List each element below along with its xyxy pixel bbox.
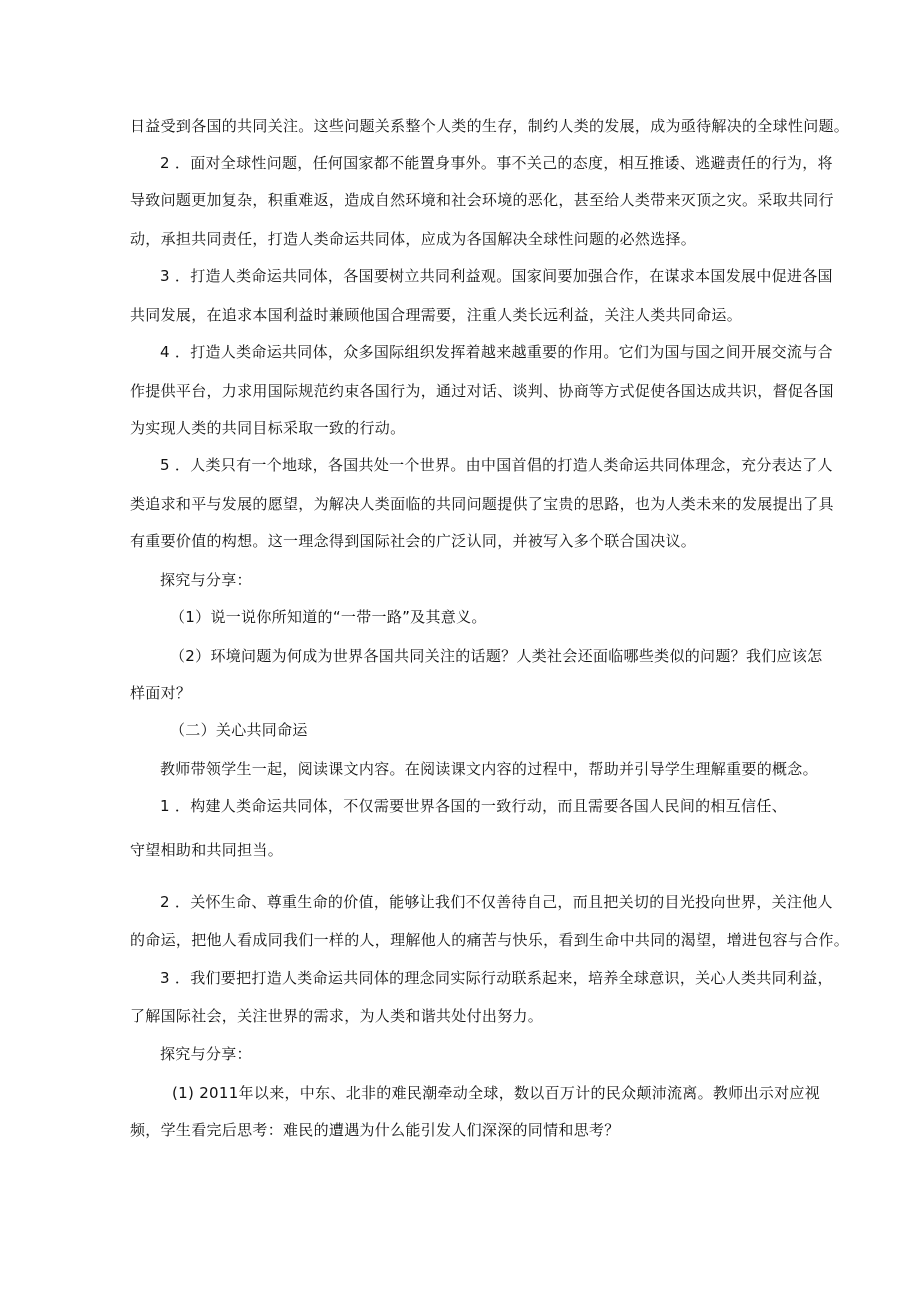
text-line: 为实现人类的共同目标采取一致的行动。 xyxy=(130,419,406,437)
text-line: 频，学生看完后思考：难民的遭遇为什么能引发人们深深的同情和思考？ xyxy=(130,1121,620,1139)
text-line: 1 ．构建人类命运共同体，不仅需要世界各国的一致行动，而且需要各国人民间的相互信任、 xyxy=(160,797,787,815)
question-item: （2）环境问题为何成为世界各国共同关注的话题？人类社会还面临哪些类似的问题？我们应该怎 xyxy=(170,647,823,665)
text-line: 的命运，把他人看成同我们一样的人，理解他人的痛苦与快乐，看到生命中共同的渴望，增进包容与合作。 xyxy=(130,931,850,949)
text-line: 作提供平台，力求用国际规范约束各国行为，通过对话、谈判、协商等方式促使各国达成共识，督促各国 xyxy=(130,382,834,400)
text-line: 守望相助和共同担当。 xyxy=(130,841,284,859)
text-line: 3 ．打造人类命运共同体，各国要树立共同利益观。国家间要加强合作，在谋求本国发展中促进各国 xyxy=(160,267,833,285)
text-line: 教师带领学生一起，阅读课文内容。在阅读课文内容的过程中，帮助并引导学生理解重要的概念。 xyxy=(160,760,818,778)
text-line: 2 ．关怀生命、尊重生命的价值，能够让我们不仅善待自己，而且把关切的目光投向世界，关注他人 xyxy=(160,893,833,911)
text-line: 3 ．我们要把打造人类命运共同体的理念同实际行动联系起来，培养全球意识，关心人类共同利益， xyxy=(160,969,833,987)
section-label: 探究与分享： xyxy=(160,1045,252,1063)
text-line: 有重要价值的构想。这一理念得到国际社会的广泛认同，并被写入多个联合国决议。 xyxy=(130,532,697,550)
text-line: 共同发展，在追求本国利益时兼顾他国合理需要，注重人类长远利益，关注人类共同命运。 xyxy=(130,306,743,324)
text-line: 样面对？ xyxy=(130,684,192,702)
text-line: 导致问题更加复杂，积重难返，造成自然环境和社会环境的恶化，甚至给人类带来灭顶之灾。采取共同行 xyxy=(130,191,834,209)
question-item: （1）说一说你所知道的“一带一路”及其意义。 xyxy=(170,608,487,626)
text-line: 动，承担共同责任，打造人类命运共同体，应成为各国解决全球性问题的必然选择。 xyxy=(130,230,697,248)
text-line: 2 ．面对全球性问题，任何国家都不能置身事外。事不关己的态度，相互推诿、逃避责任的行为，将 xyxy=(160,154,833,172)
section-label: 探究与分享： xyxy=(160,571,252,589)
text-line: 日益受到各国的共同关注。这些问题关系整个人类的生存，制约人类的发展，成为亟待解决的全球性问题。 xyxy=(130,117,850,135)
section-heading: （二）关心共同命运 xyxy=(170,721,308,739)
text-line: 了解国际社会，关注世界的需求，为人类和谐共处付出努力。 xyxy=(130,1007,544,1025)
question-item: (1) 2011年以来，中东、北非的难民潮牵动全球，数以百万计的民众颠沛流离。教师出示对应视 xyxy=(172,1084,820,1102)
text-line: 类追求和平与发展的愿望，为解决人类面临的共同问题提供了宝贵的思路，也为人类未来的发展提出了具 xyxy=(130,495,834,513)
text-line: 4 ．打造人类命运共同体，众多国际组织发挥着越来越重要的作用。它们为国与国之间开展交流与合 xyxy=(160,343,833,361)
text-line: 5 ．人类只有一个地球，各国共处一个世界。由中国首倡的打造人类命运共同体理念，充分表达了人 xyxy=(160,456,833,474)
